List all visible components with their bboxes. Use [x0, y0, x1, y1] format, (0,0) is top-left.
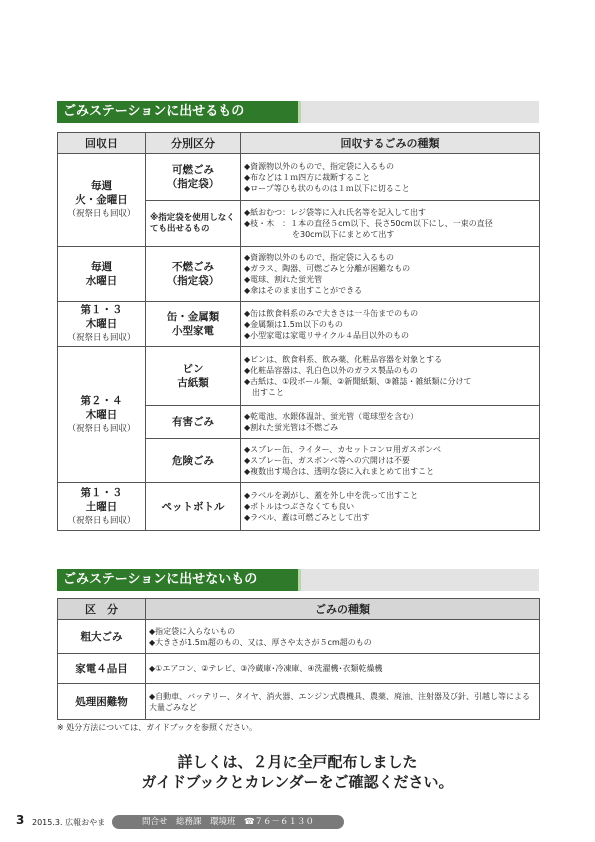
category-burnable: 可燃ごみ （指定袋）: [146, 154, 241, 201]
contact-badge: 問合せ 総務課 環境班 ☎７６－６１３０: [112, 815, 344, 829]
header-item-types: 回収するごみの種類: [241, 133, 540, 154]
message-line-1: 詳しくは、２月に全戸配布しました: [177, 753, 418, 771]
not-accepted-table: [57, 598, 540, 720]
section1-header: [57, 101, 539, 123]
section2-header: [57, 569, 539, 591]
category-appliances: 家電４品目: [58, 654, 146, 684]
items-no-bag: ◆紙おむつ：レジ袋等に入れ氏名等を記入して出す ◆枝・木 ：１本の直径５cm以下、長さ50cm以下にし、一束の直径 を30cm以下にまとめて出す: [241, 201, 540, 247]
items-appliances: ◆①エアコン、②テレビ、③冷蔵庫･冷凍庫、④洗濯機･衣類乾燥機: [146, 654, 540, 684]
items-hazardous: ◆乾電池、水銀体温計、蛍光管（電球型を含む） ◆割れた蛍光管は不燃ごみ: [241, 406, 540, 439]
disposal-note: ※ 処分方法については、ガイドブックを参照ください。: [57, 723, 258, 732]
items-pet-bottles: ◆ラベルを剥がし、蓋を外し中を洗って出すこと ◆ボトルはつぶさなくても良い ◆ラベル、蓋は可燃ごみとして出す: [241, 483, 540, 531]
category-dangerous: 危険ごみ: [146, 439, 241, 483]
header-category: 分別区分: [146, 133, 241, 154]
category-non-burnable: 不燃ごみ （指定袋）: [146, 247, 241, 302]
items-bottles-paper: ◆ビンは、飲食料系、飲み薬、化粧品容器を対象とする ◆化粧品容器は、乳白色以外のガラス製品のもの ◆古紙は、①段ボール類、②新聞紙類、③雑誌・雑紙類に分けて 出すこと: [241, 347, 540, 406]
items-difficult: ◆自動車、バッテリー、タイヤ、消火器、エンジン式農機具、農薬、廃油、注射器及び針、引越し等による大量ごみなど: [146, 684, 540, 720]
category-pet-bottles: ペットボトル: [146, 483, 241, 531]
items-burnable: ◆資源物以外のもので、指定袋に入るもの ◆布などは１ｍ四方に裁断すること ◆ロープ等ひも状のものは１ｍ以下に切ること: [241, 154, 540, 201]
page-number: 3: [16, 813, 25, 827]
section2-title: ごみステーションに出せないもの: [57, 569, 301, 591]
category-cans-metals: 缶・金属類 小型家電: [146, 302, 241, 347]
section1-title: ごみステーションに出せるもの: [57, 101, 301, 123]
collection-day-5: 第１・３ 土曜日 （祝祭日も回収）: [58, 483, 146, 531]
collection-table: [57, 132, 540, 531]
header-collection-day: 回収日: [58, 133, 146, 154]
collection-day-2: 毎週 水曜日: [58, 247, 146, 302]
message-line-2: ガイドブックとカレンダーをご確認ください。: [141, 773, 454, 791]
header-waste-types: ごみの種類: [146, 599, 540, 620]
category-difficult: 処理困難物: [58, 684, 146, 720]
collection-day-1: 毎週 火・金曜日 （祝祭日も回収）: [58, 154, 146, 247]
category-hazardous: 有害ごみ: [146, 406, 241, 439]
issue-info: 2015.3. 広報おやま: [32, 818, 106, 827]
collection-day-4: 第２・４ 木曜日 （祝祭日も回収）: [58, 347, 146, 483]
items-cans-metals: ◆缶は飲食料系のみで大きさは一斗缶までのもの ◆金属類は1.5ｍ以下のもの ◆小型家電は家電リサイクル４品目以外のもの: [241, 302, 540, 347]
items-non-burnable: ◆資源物以外のもので、指定袋に入るもの ◆ガラス、陶器、可燃ごみと分離が困難なもの ◆電球、割れた蛍光管 ◆傘はそのまま出すことができる: [241, 247, 540, 302]
category-no-bag-note: ※指定袋を使用しなくても出せるもの: [146, 201, 241, 247]
header-division: 区 分: [58, 599, 146, 620]
category-bottles-paper: ビン 古紙類: [146, 347, 241, 406]
items-dangerous: ◆スプレー缶、ライター、カセットコンロ用ガスボンベ ◆スプレー缶、ガスボンベ等への穴開けは不要 ◆複数出す場合は、透明な袋に入れまとめて出すこと: [241, 439, 540, 483]
items-bulky: ◆指定袋に入らないもの ◆大きさが1.5ｍ超のもの、又は、厚さや太さが５cm超のもの: [146, 620, 540, 654]
collection-day-3: 第１・３ 木曜日 （祝祭日も回収）: [58, 302, 146, 347]
category-bulky: 粗大ごみ: [58, 620, 146, 654]
